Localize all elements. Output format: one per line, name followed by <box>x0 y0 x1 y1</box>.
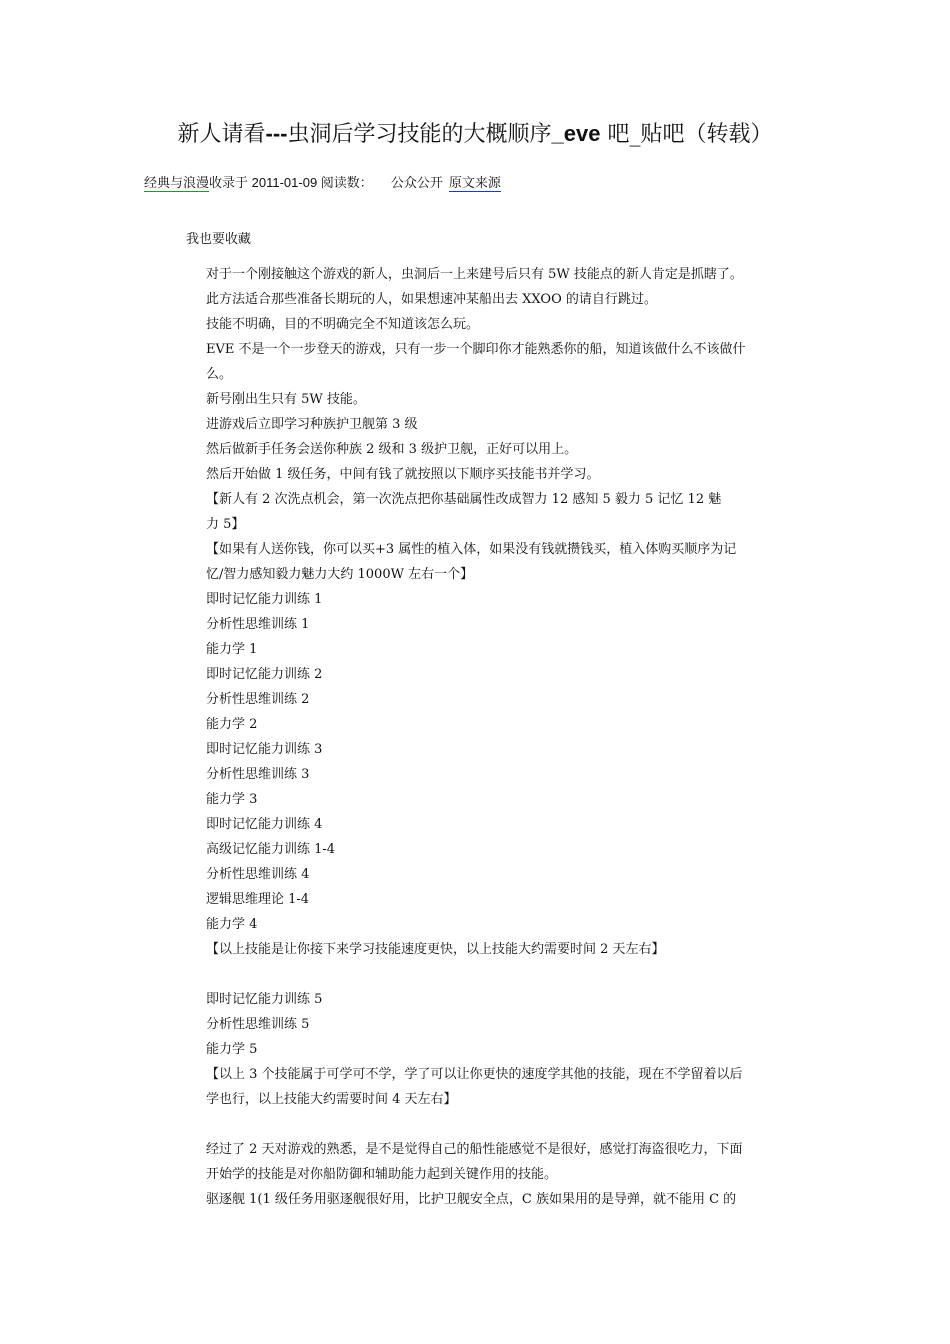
record-date: 2011-01-09 <box>248 175 321 190</box>
reads-label: 阅读数： <box>320 176 373 191</box>
content-line: 然后开始做 1 级任务，中间有钱了就按照以下顺序买技能书并学习。 <box>206 467 600 482</box>
content-line: 学也行，以上技能大约需要时间 4 天左右】 <box>206 1092 457 1107</box>
meta-line <box>144 173 501 194</box>
recorded-label: 收录于 <box>209 176 249 191</box>
content-line: 即时记忆能力训练 5 <box>206 992 323 1007</box>
content-line: 驱逐舰 1(1 级任务用驱逐舰很好用，比护卫舰安全点，C 族如果用的是导弹，就不能用 C 的 <box>206 1192 737 1207</box>
content-line: 分析性思维训练 2 <box>206 692 310 707</box>
visibility-label: 公众公开 <box>390 176 443 191</box>
content-line: 【如果有人送你钱，你可以买+3 属性的植入体，如果没有钱就攒钱买，植入体购买顺序为记 <box>206 542 737 557</box>
content-line: 进游戏后立即学习种族护卫舰第 3 级 <box>206 417 418 432</box>
content-line: 能力学 4 <box>206 917 258 932</box>
content-line: 能力学 5 <box>206 1042 258 1057</box>
content-line: 能力学 2 <box>206 717 258 732</box>
content-line: 开始学的技能是对你船防御和辅助能力起到关键作用的技能。 <box>206 1167 558 1182</box>
content-line: 分析性思维训练 5 <box>206 1017 310 1032</box>
title-prefix: 新人请看 <box>177 122 266 147</box>
content-line: 然后做新手任务会送你种族 2 级和 3 级护卫舰，正好可以用上。 <box>206 442 578 457</box>
content-line: 【以上技能是让你接下来学习技能速度更快，以上技能大约需要时间 2 天左右】 <box>206 942 665 957</box>
content-line: 【新人有 2 次洗点机会，第一次洗点把你基础属性改成智力 12 感知 5 毅力 5 记忆 12 魅 <box>206 492 722 507</box>
article-body <box>206 262 790 1212</box>
content-line: 高级记忆能力训练 1-4 <box>206 842 336 857</box>
content-line: 即时记忆能力训练 1 <box>206 592 323 607</box>
content-line: 对于一个刚接触这个游戏的新人，虫洞后一上来建号后只有 5W 技能点的新人肯定是抓瞎了。 <box>206 267 743 282</box>
title-middle: 虫洞后学习技能的大概顺序 <box>287 122 552 147</box>
content-line: 分析性思维训练 1 <box>206 617 310 632</box>
title-eve: _eve <box>551 121 601 146</box>
page-title <box>0 118 950 151</box>
content-line: 忆/智力感知毅力魅力大约 1000W 左右一个】 <box>206 567 474 582</box>
blank-line <box>206 962 790 987</box>
content-line: 逻辑思维理论 1-4 <box>206 892 310 907</box>
content-line: 技能不明确，目的不明确完全不知道该怎么玩。 <box>206 317 480 332</box>
content-line: 经过了 2 天对游戏的熟悉，是不是觉得自己的船性能感觉不是很好，感觉打海盗很吃力，下面 <box>206 1142 743 1157</box>
content-line: 即时记忆能力训练 2 <box>206 667 323 682</box>
content-line: 【以上 3 个技能属于可学可不学，学了可以让你更快的速度学其他的技能，现在不学留着以后 <box>206 1067 743 1082</box>
content-line: 即时记忆能力训练 4 <box>206 817 323 832</box>
content-line: 分析性思维训练 3 <box>206 767 310 782</box>
content-line: 新号刚出生只有 5W 技能。 <box>206 392 366 407</box>
content-line: 即时记忆能力训练 3 <box>206 742 323 757</box>
title-suffix: 吧_贴吧（转载） <box>600 122 773 147</box>
content-line: EVE 不是一个一步登天的游戏，只有一步一个脚印你才能熟悉你的船，知道该做什么不该做什 <box>206 342 746 357</box>
content-line: 么。 <box>206 367 233 382</box>
content-line: 力 5】 <box>206 517 245 532</box>
source-link[interactable]: 原文来源 <box>448 176 501 191</box>
collect-button[interactable]: 我也要收藏 <box>186 232 252 247</box>
blank-line <box>206 1112 790 1137</box>
content-line: 分析性思维训练 4 <box>206 867 310 882</box>
title-dashes: --- <box>265 121 288 146</box>
content-line: 此方法适合那些准备长期玩的人，如果想速冲某船出去 XXOO 的请自行跳过。 <box>206 292 657 307</box>
content-line: 能力学 1 <box>206 642 258 657</box>
author-link[interactable]: 经典与浪漫 <box>144 176 210 191</box>
content-line: 能力学 3 <box>206 792 258 807</box>
